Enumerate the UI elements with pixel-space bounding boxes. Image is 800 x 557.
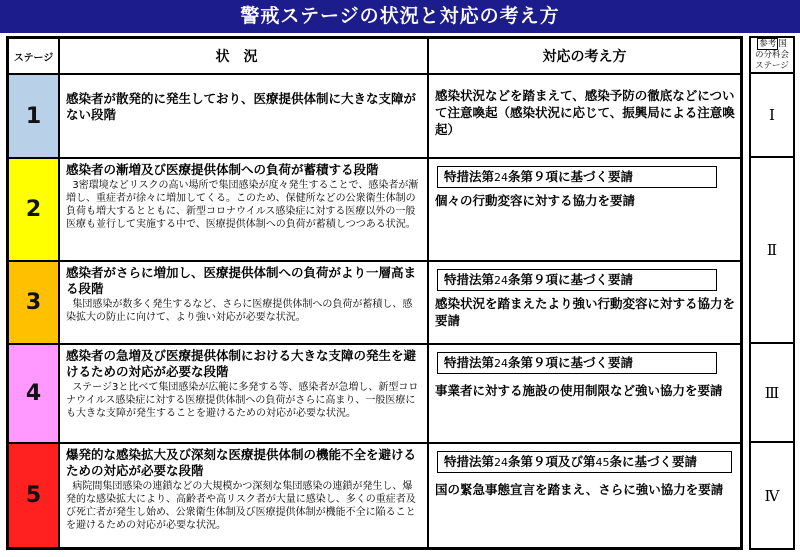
situation-cell [60,262,429,343]
stage-number: 4 [9,345,60,442]
national-stage-1: Ⅰ [751,74,793,158]
situation-cell [60,444,429,547]
stage-row-2 [9,159,740,262]
national-stage-3: Ⅲ [751,344,793,443]
situation-headline: 爆発的な感染拡大及び深刻な医療提供体制の機能不全を避けるための対応が必要な段階 [66,447,417,478]
stage-table [6,36,743,550]
page-title: 警戒ステージの状況と対応の考え方 [0,0,800,33]
response-text: 国の緊急事態宣言を踏まえ、さらに強い協力を要請 [435,482,724,497]
situation-headline: 感染者が散発的に発生しており、医療提供体制に大きな支障がない段階 [66,91,417,122]
situation-headline: 感染者の漸増及び医療提供体制への負荷が蓄積する段階 [66,162,379,177]
response-cell [429,262,740,343]
national-stage-header: 参考 国 の分科会 ステージ [751,38,793,74]
national-stage-2: Ⅱ [751,158,793,344]
situation-detail: 3密環境などリスクの高い場所で集団感染が度々発生することで、感染者が漸増し、重症者が徐々に増加してくる。このため、保健所などの公衆衛生体制の負荷も増大するとともに、新型コロナウイルス感染症に対する医療以外の一般医療も並行して実施する中で、医療提供体制への負荷が蓄積しつつある状況。 [66,180,419,230]
stage-row-3 [9,262,740,345]
response-cell [429,159,740,260]
response-cell [429,444,740,547]
situation-cell [60,345,429,442]
reference-tag: 参考 [759,39,777,49]
stage-row-1 [9,75,740,159]
situation-detail: 病院間集団感染の連鎖などの大規模かつ深刻な集団感染の連鎖が発生し、爆発的な感染拡大により、高齢者や高リスク者が大量に感染し、多くの重症者及び死亡者が発生し始め、公衆衛生体制及び医療提供体制が機能不全に陥ることを避けるための対応が必要な状況。 [66,481,416,531]
situation-cell [60,75,429,157]
legal-basis-box: 特措法第24条第９項に基づく要請 [437,269,717,291]
stage-number: 3 [9,262,60,343]
situation-headline: 感染者がさらに増加し、医療提供体制への負荷がより一層高まる段階 [66,265,417,296]
response-cell [429,345,740,442]
situation-headline: 感染者の急増及び医療提供体制における大きな支障の発生を避けるための対応が必要な段階 [66,348,417,379]
header-stage: ステージ [9,39,60,75]
response-text: 感染状況などを踏まえて、感染予防の徹底などについて注意喚起（感染状況に応じて、振興局による注意喚起） [435,88,735,137]
legal-basis-box: 特措法第24条第９項に基づく要請 [437,166,717,188]
response-cell [429,75,740,157]
situation-cell [60,159,429,260]
national-stage-4: Ⅳ [764,486,780,505]
stage-row-5 [9,444,740,547]
situation-detail: 集団感染が数多く発生するなど、さらに医療提供体制への負荷が蓄積し、感染拡大の防止に向けて、より強い対応が必要な状況。 [66,299,413,323]
legal-basis-box: 特措法第24条第９項に基づく要請 [437,352,717,374]
response-text: 個々の行動変容に対する協力を要請 [435,193,636,208]
header-situation: 状況 [60,39,429,75]
stage-number: 5 [9,444,60,547]
response-text: 事業者に対する施設の使用制限など強い協力を要請 [435,383,723,398]
national-stage-column [749,36,795,550]
situation-detail: ステージ3と比べて集団感染が広範に多発する等、感染者が急増し、新型コロナウイルス感染症に対する医療提供体制への負荷がさらに高まり、一般医療にも大きな支障が発生することを避けるための対応が必要な状況。 [66,382,419,419]
stage-number: 2 [9,159,60,260]
stage-number: 1 [9,75,60,157]
header-response: 対応の考え方 [429,39,740,75]
stage-row-4 [9,345,740,444]
legal-basis-box: 特措法第24条第９項及び第45条に基づく要請 [437,451,732,473]
response-text: 感染状況を踏まえたより強い行動変容に対する協力を要請 [435,296,736,328]
